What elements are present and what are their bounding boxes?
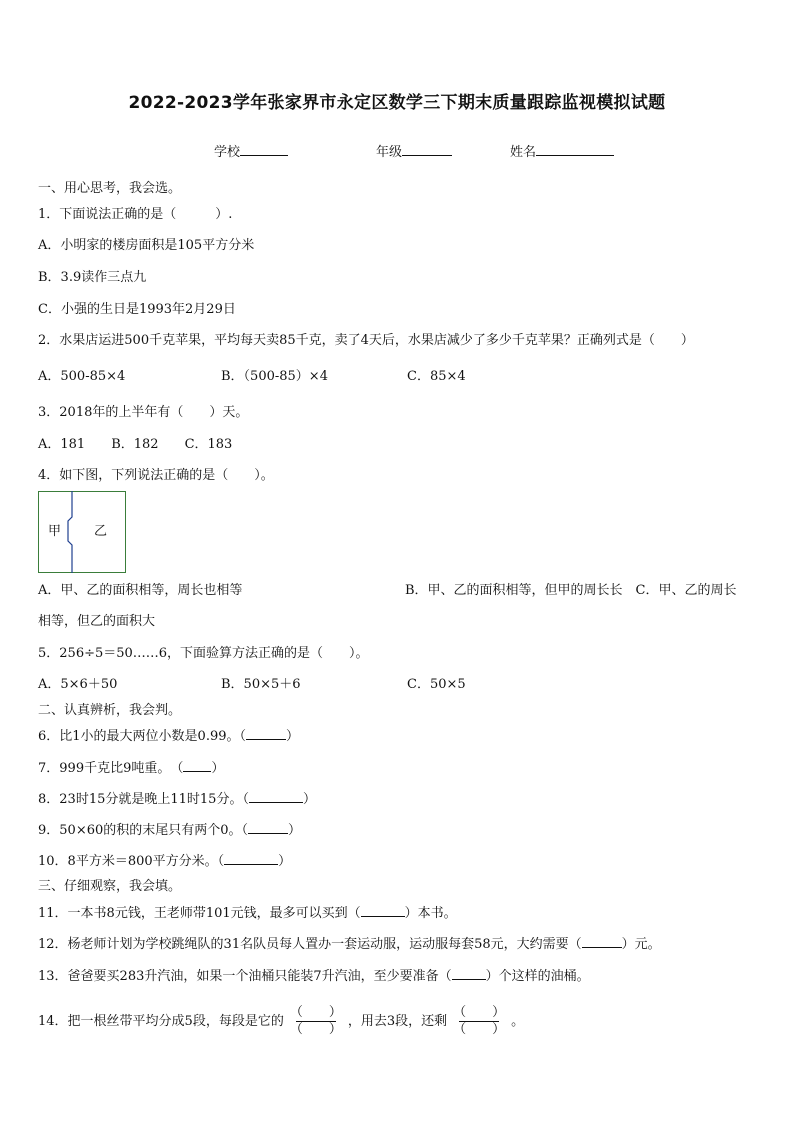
q6-answer-blank[interactable] xyxy=(246,727,286,740)
q7-close: ） xyxy=(211,761,225,776)
q2-option-a[interactable]: A．500-85×4 xyxy=(38,369,126,384)
q6-close: ） xyxy=(286,729,300,744)
q10-answer-blank[interactable] xyxy=(224,852,278,865)
q5-option-a[interactable]: A．5×6＋50 xyxy=(38,677,118,692)
q10-close: ） xyxy=(278,854,292,869)
q11-text-pre: 11．一本书8元钱，王老师带101元钱，最多可以买到（ xyxy=(38,906,361,921)
q4-option-c-cont: 相等，但乙的面积大 xyxy=(38,614,156,629)
q13 xyxy=(38,967,590,986)
q1-option-c[interactable]: C．小强的生日是1993年2月29日 xyxy=(38,302,236,317)
q9-close: ） xyxy=(288,823,302,838)
q7 xyxy=(38,759,224,778)
q14-fraction-2[interactable] xyxy=(449,1005,509,1038)
q4-option-b-c[interactable]: B．甲、乙的面积相等，但甲的周长长 C．甲、乙的周长 xyxy=(405,583,737,598)
q3-stem: 3．2018年的上半年有（ ）天。 xyxy=(38,405,249,420)
q14-fraction-1[interactable] xyxy=(286,1005,346,1038)
q6-text: 6．比1小的最大两位小数是0.99。（ xyxy=(38,729,246,744)
q14-frac2-numerator[interactable]: （ ） xyxy=(453,1005,506,1020)
dividing-line xyxy=(68,491,72,573)
q12-text-pre: 12．杨老师计划为学校跳绳队的31名队员每人置办一套运动服，运动服每套58元，大约需要（ xyxy=(38,937,582,952)
q8-answer-blank[interactable] xyxy=(249,790,303,803)
section-2-heading: 二、认真辨析，我会判。 xyxy=(38,703,182,718)
q14-text-pre: 14．把一根丝带平均分成5段，每段是它的 xyxy=(38,1014,284,1029)
q1-option-b[interactable]: B．3.9读作三点九 xyxy=(38,270,147,285)
name-label: 姓名 xyxy=(510,145,537,160)
section-1-heading: 一、用心思考，我会选。 xyxy=(38,181,182,196)
q14-text-mid: ，用去3段，还剩 xyxy=(347,1014,448,1029)
q4-figure xyxy=(38,491,126,573)
q13-text-pre: 13．爸爸要买283升汽油，如果一个油桶只能装7升汽油，至少要准备（ xyxy=(38,969,452,984)
exam-title: 2022-2023学年张家界市永定区数学三下期末质量跟踪监视模拟试题 xyxy=(128,93,666,113)
q13-answer-blank[interactable] xyxy=(452,967,486,980)
q1-stem: 1．下面说法正确的是（ ）. xyxy=(38,207,233,222)
q8-close: ） xyxy=(302,792,316,807)
school-field[interactable] xyxy=(214,141,288,160)
q3-options[interactable]: A．181 B．182 C．183 xyxy=(38,437,233,452)
q4-option-a[interactable]: A．甲、乙的面积相等，周长也相等 xyxy=(38,583,243,598)
q2-stem: 2．水果店运进500千克苹果，平均每天卖85千克，卖了4天后，水果店减少了多少千克苹果？正确列式是（ ） xyxy=(38,333,694,348)
q14-text-post: 。 xyxy=(511,1014,525,1029)
q12-answer-blank[interactable] xyxy=(582,935,622,948)
q8-text: 8．23时15分就是晚上11时15分。（ xyxy=(38,792,249,807)
q11-answer-blank[interactable] xyxy=(361,904,405,917)
grade-blank[interactable] xyxy=(402,143,452,156)
q7-answer-blank[interactable] xyxy=(183,759,211,772)
q10-text: 10．8平方米＝800平方分米。（ xyxy=(38,854,225,869)
q12-text-post: ）元。 xyxy=(621,937,661,952)
q14-frac2-denominator[interactable]: （ ） xyxy=(453,1022,506,1037)
q5-option-b[interactable]: B．50×5＋6 xyxy=(221,677,301,692)
q11 xyxy=(38,904,457,923)
q14-frac1-numerator[interactable]: （ ） xyxy=(289,1005,342,1020)
q2-option-b[interactable]: B．（500-85）×4 xyxy=(221,369,328,384)
q5-stem: 5．256÷5＝50……6，下面验算方法正确的是（ ）。 xyxy=(38,646,369,661)
q12 xyxy=(38,935,661,954)
q1-option-a[interactable]: A．小明家的楼房面积是105平方分米 xyxy=(38,238,255,253)
q9-text: 9．50×60的积的末尾只有两个0。（ xyxy=(38,823,249,838)
name-blank[interactable] xyxy=(536,143,614,156)
region-jia-label: 甲 xyxy=(48,524,62,539)
q11-text-post: ）本书。 xyxy=(404,906,457,921)
q4-stem: 4．如下图，下列说法正确的是（ ）。 xyxy=(38,468,274,483)
q9 xyxy=(38,821,301,840)
section-3-heading: 三、仔细观察，我会填。 xyxy=(38,879,182,894)
q6 xyxy=(38,727,299,746)
q5-option-c[interactable]: C．50×5 xyxy=(407,677,466,692)
school-label: 学校 xyxy=(214,145,241,160)
grade-field[interactable] xyxy=(376,141,452,160)
q14 xyxy=(38,1004,524,1040)
q9-answer-blank[interactable] xyxy=(248,821,288,834)
region-yi-label: 乙 xyxy=(94,524,108,539)
grade-label: 年级 xyxy=(376,145,403,160)
q2-option-c[interactable]: C．85×4 xyxy=(407,369,466,384)
q10 xyxy=(38,852,291,871)
school-blank[interactable] xyxy=(240,143,288,156)
q13-text-post: ）个这样的油桶。 xyxy=(485,969,590,984)
q14-frac1-denominator[interactable]: （ ） xyxy=(289,1022,342,1037)
name-field[interactable] xyxy=(510,141,614,160)
q7-text: 7．999千克比9吨重。 （ xyxy=(38,761,184,776)
q8 xyxy=(38,790,316,809)
